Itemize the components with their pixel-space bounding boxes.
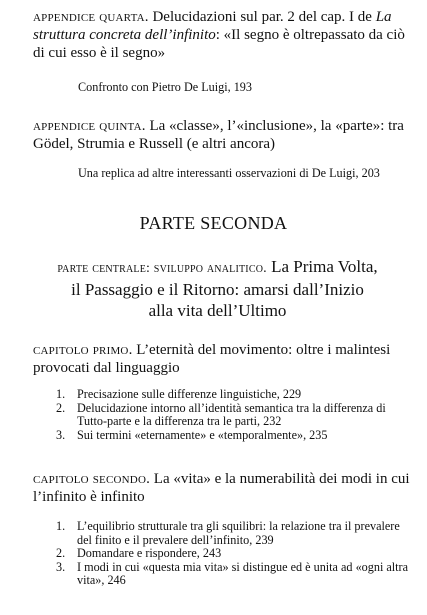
list-item-number: 1. [56, 519, 66, 533]
list-item [56, 561, 416, 588]
list-item-number: 2. [56, 546, 66, 561]
central-part-line-3: alla vita dell’Ultimo [148, 301, 287, 320]
list-item [56, 402, 416, 429]
list-item [56, 547, 416, 561]
central-part-label: parte centrale: sviluppo analitico. [57, 261, 267, 276]
list-item-text: Precisazione sulle differenze linguistiche, 229 [77, 387, 302, 401]
list-item-text: I modi in cui «questa mia vita» si distingue ed è unita ad «ogni altra vita», 246 [77, 559, 409, 588]
list-item-number: 1. [56, 387, 66, 401]
central-part-line-1-rest: La Prima Volta, [266, 257, 378, 276]
appendix-4-text-before: Delucidazioni sul par. 2 del cap. I de [148, 9, 376, 25]
chapter-1-heading [33, 341, 413, 377]
central-part-line-1 [20, 256, 415, 279]
appendix-5-subentry: Una replica ad altre interessanti osservazioni di De Luigi, 203 [78, 166, 380, 180]
chapter-2-title: La «vita» e la numerabilità dei modi in cui l’infinito è infinito [33, 471, 410, 505]
appendix-4-heading [33, 8, 418, 62]
chapter-1-title: L’eternità del movimento: oltre i malintesi provocati dal linguaggio [33, 342, 391, 376]
list-item-text: Sui termini «eternamente» e «temporalmente», 235 [77, 427, 328, 442]
list-item-number: 3. [56, 559, 66, 574]
list-item [56, 429, 416, 443]
list-item-text: Domandare e rispondere, 243 [77, 546, 222, 561]
appendix-4-subentry: Confronto con Pietro De Luigi, 193 [78, 80, 252, 94]
list-item-number: 3. [56, 427, 66, 442]
appendix-5-text: La «classe», l’«inclusione», la «parte»: tra Gödel, Strumia e Russell (e altri ancora) [33, 118, 404, 152]
chapter-2-heading [33, 470, 413, 506]
appendix-5-heading [33, 117, 413, 153]
chapter-2-items [56, 520, 416, 588]
appendix-4-label: appendice quarta. [33, 9, 149, 25]
list-item-text: Delucidazione intorno all’identità semantica tra la differenza di Tutto-parte e la differenza tra le parti, 232 [77, 400, 386, 429]
list-item-number: 2. [56, 400, 66, 415]
list-item [56, 388, 416, 402]
appendix-4-italic-title: La struttura concreta dell’infinito [33, 9, 392, 43]
chapter-2-label: capitolo secondo. [33, 471, 151, 487]
chapter-1-label: capitolo primo. [33, 342, 133, 358]
list-item-text: L’equilibrio strutturale tra gli squilibri: la relazione tra il prevalere del finito e il prevalere dell’infinito, 239 [77, 519, 400, 547]
part-title: PARTE SECONDA [139, 213, 288, 233]
appendix-5-label: appendice quinta. [33, 118, 146, 134]
chapter-1-items [56, 388, 416, 442]
central-part-line-2: il Passaggio e il Ritorno: amarsi dall’Inizio [71, 280, 364, 299]
central-part-heading [20, 256, 415, 321]
appendix-4-text-after: : «Il segno è oltrepassato da ciò di cui esso è il segno» [33, 27, 405, 61]
list-item [56, 520, 416, 547]
